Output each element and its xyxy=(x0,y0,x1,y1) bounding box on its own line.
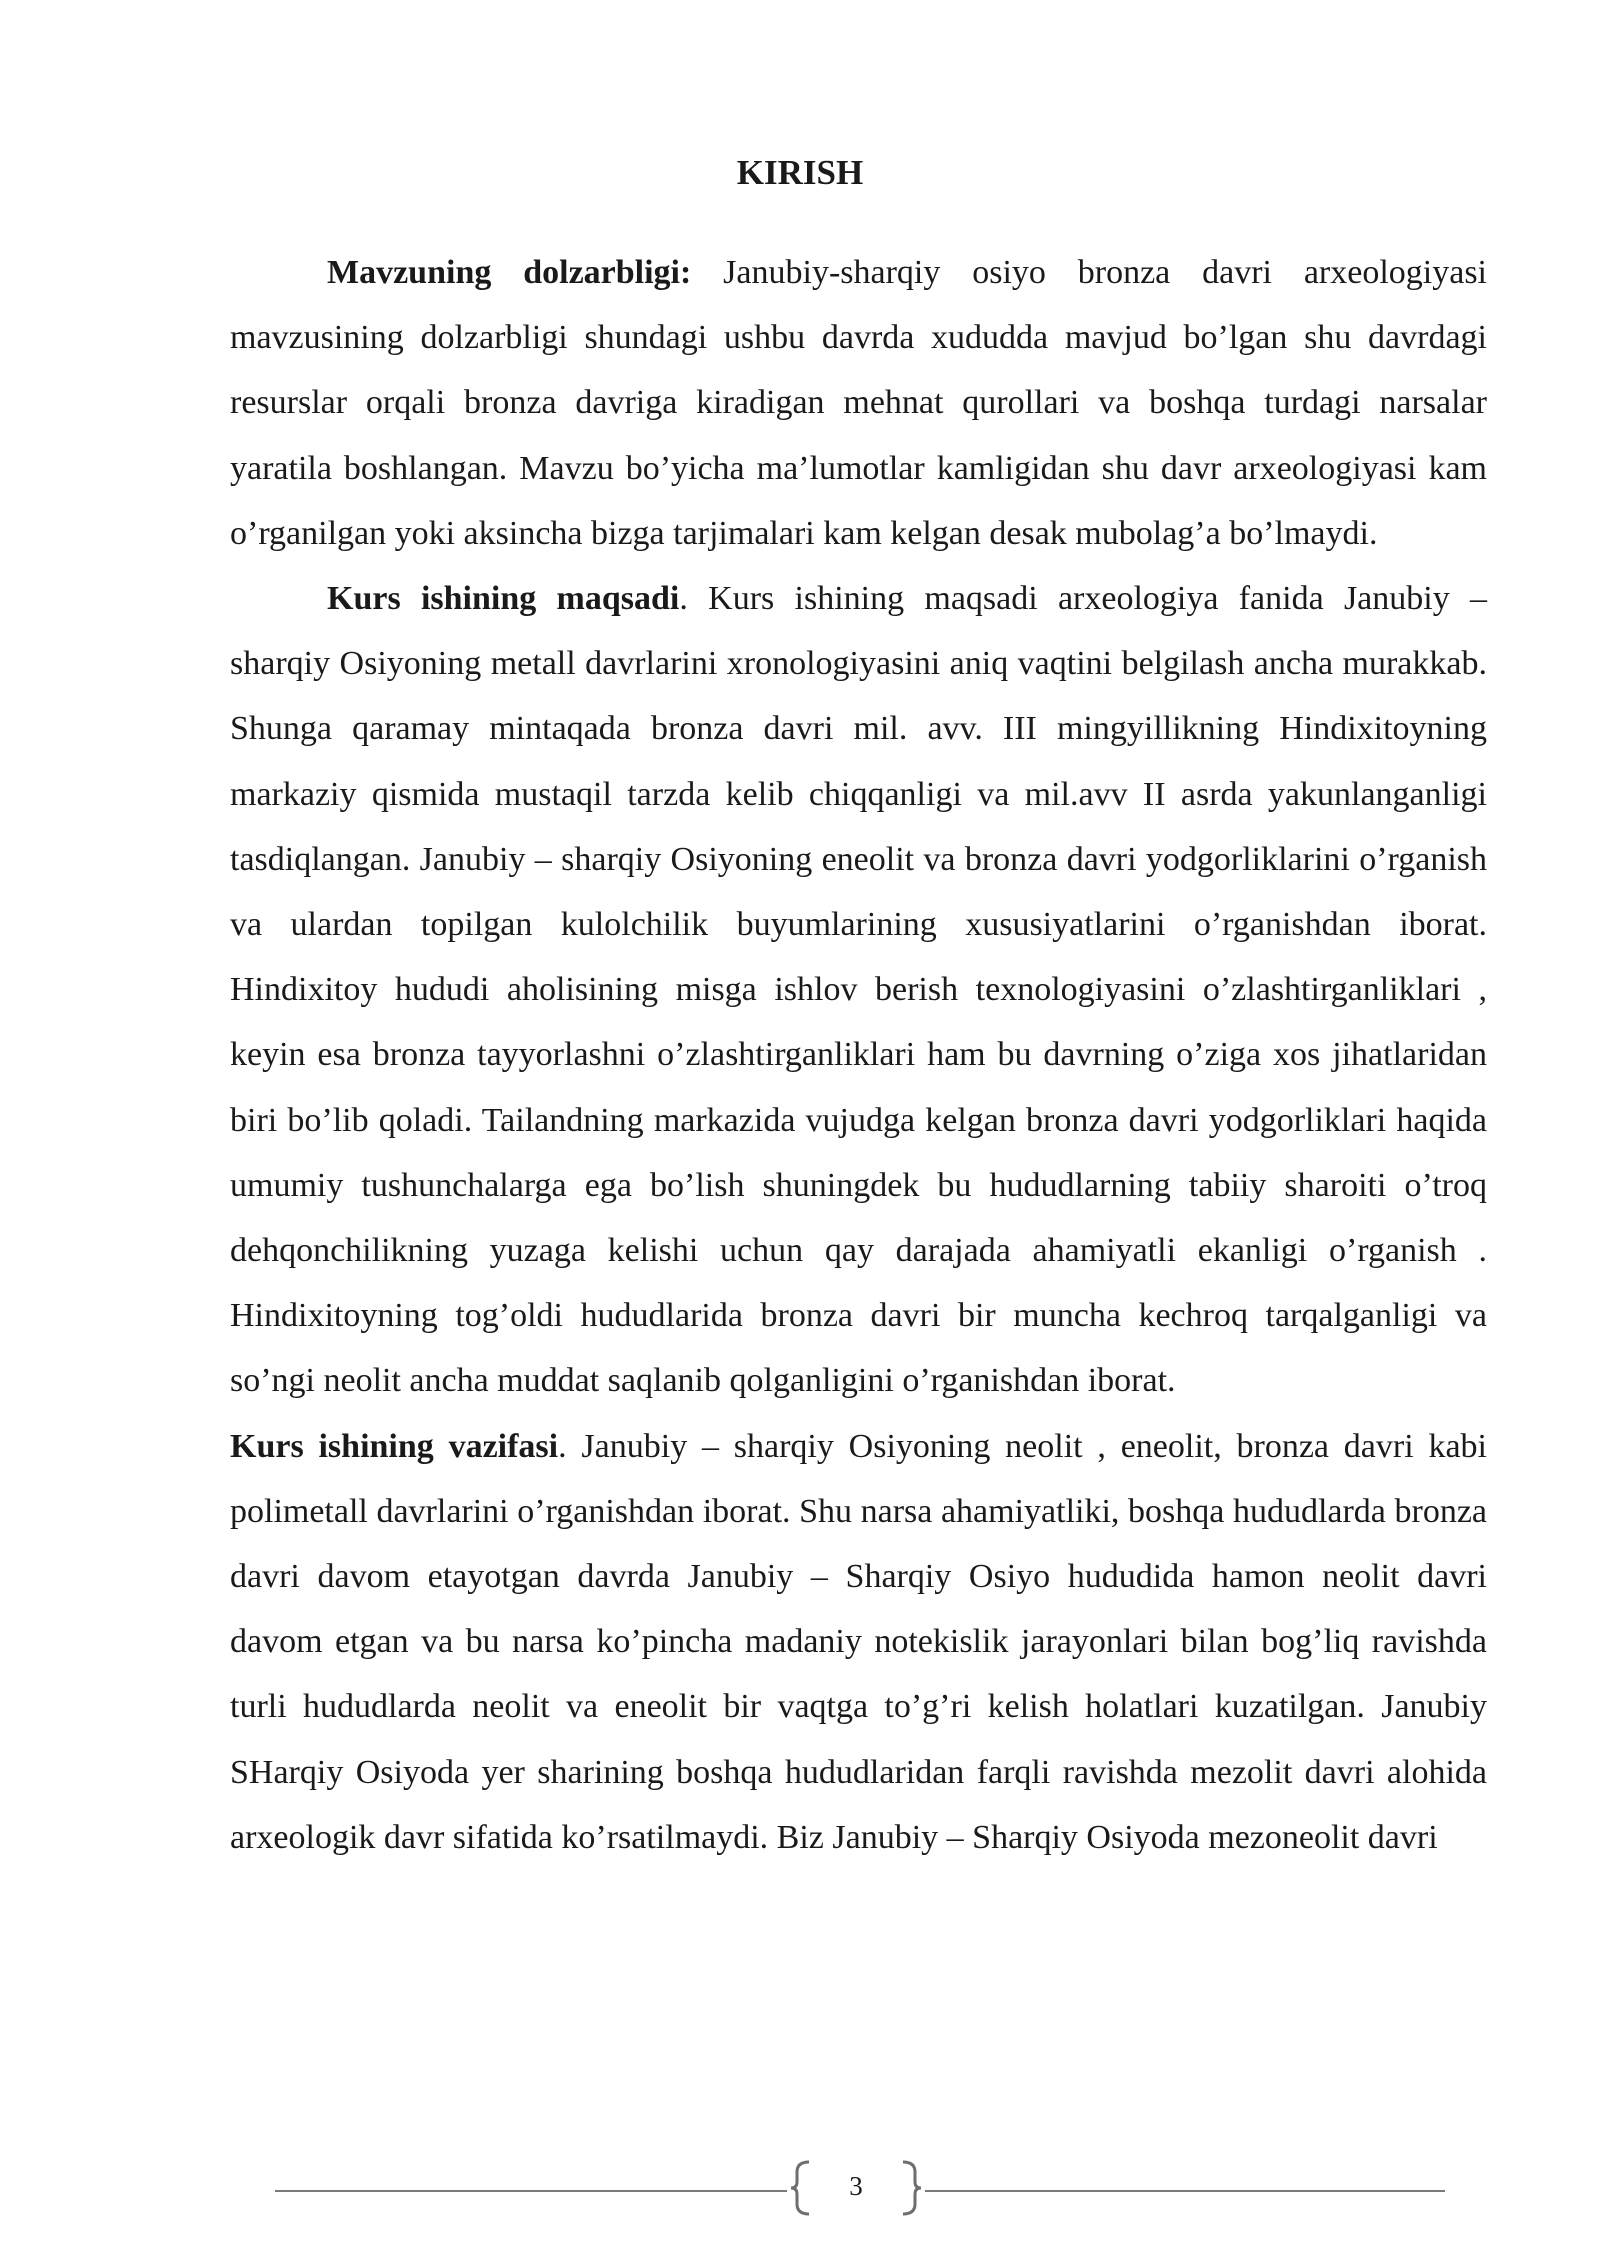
paragraph-text: . Janubiy – sharqiy Osiyoning neolit , eneolit, bronza davri kabi polimetall davrlarini o’rganishdan iborat. Shu narsa ahamiyatliki, boshqa hududlarda bronza davri davom etayotgan davrda Janubiy – Sharqiy Osiyo hududida hamon neolit davri davom etgan va bu narsa ko’pincha madaniy notekislik jarayonlari bilan bog’liq ravishda turli hududlarda neolit va eneolit bir vaqtga to’g’ri kelish holatlari kuzatilgan. Janubiy SHarqiy Osiyoda yer sharining boshqa hududlaridan farqli ravishda mezolit davri alohida arxeologik davr sifatida ko’rsatilmaydi. Biz Janubiy – Sharqiy Osiyoda mezoneolit davri xyxy=(230,1427,1488,1856)
paragraph-heading: Mavzuning dolzarbligi: xyxy=(327,254,692,291)
paragraph-heading: Kurs ishining vazifasi xyxy=(230,1427,559,1465)
paragraph-goal xyxy=(230,566,1487,1414)
paragraph-tasks xyxy=(230,1414,1487,1870)
page-number: 3 xyxy=(849,2171,863,2201)
right-brace-icon xyxy=(897,2160,925,2216)
paragraph-text: . Kurs ishining maqsadi arxeologiya fanida Janubiy – sharqiy Osiyoning metall davrlarini xronologiyasini aniq vaqtini belgilash ancha murakkab. Shunga qaramay mintaqada bronza davri mil. avv. III mingyillikning Hindixitoyning markaziy qismida mustaqil tarzda kelib chiqqanligi va mil.avv II asrda yakunlanganligi tasdiqlangan. Janubiy – sharqiy Osiyoning eneolit va bronza davri yodgorliklarini o’rganish va ulardan topilgan kulolchilik buyumlarining xususiyatlarini o’rganishdan iborat. Hindixitoy hududi aholisining misga ishlov berish texnologiyasini o’zlashtirganliklari , keyin esa bronza tayyorlashni o’zlashtirganliklari ham bu davrning o’ziga xos jihatlaridan biri bo’lib qoladi. Tailandning markazida vujudga kelgan bronza davri yodgorliklari haqida umumiy tushunchalarga ega bo’lish shuningdek bu hududlarning tabiiy sharoiti o’troq dehqonchilikning yuzaga kelishi uchun qay darajada ahamiyatli ekanligi o’rganish . Hindixitoyning tog’oldi hududlarida bronza davri bir muncha kechroq tarqalganligi va so’ngi neolit ancha muddat saqlanib qolganligini o’rganishdan iborat. xyxy=(230,580,1487,1400)
footer-divider-left xyxy=(275,2190,787,2192)
left-brace-icon xyxy=(787,2160,815,2216)
page-footer xyxy=(0,2150,1600,2220)
section-title: KIRISH xyxy=(736,153,864,192)
body-text xyxy=(230,240,1487,1870)
paragraph-heading: Kurs ishining maqsadi xyxy=(327,580,680,618)
footer-divider-right xyxy=(925,2190,1445,2192)
paragraph-text: Janubiy-sharqiy osiyo bronza davri arxeologiyasi mavzusining dolzarbligi shundagi ushbu davrda xududda mavjud bo’lgan shu davrdagi resurslar orqali bronza davriga kiradigan mehnat qurollari va boshqa turdagi narsalar yaratila boshlangan. Mavzu bo’yicha ma’lumotlar kamligidan shu davr arxeologiyasi kam o’rganilgan yoki aksincha bizga tarjimalari kam kelgan desak mubolag’a bo’lmaydi. xyxy=(230,254,1487,552)
paragraph-relevance xyxy=(230,240,1487,566)
